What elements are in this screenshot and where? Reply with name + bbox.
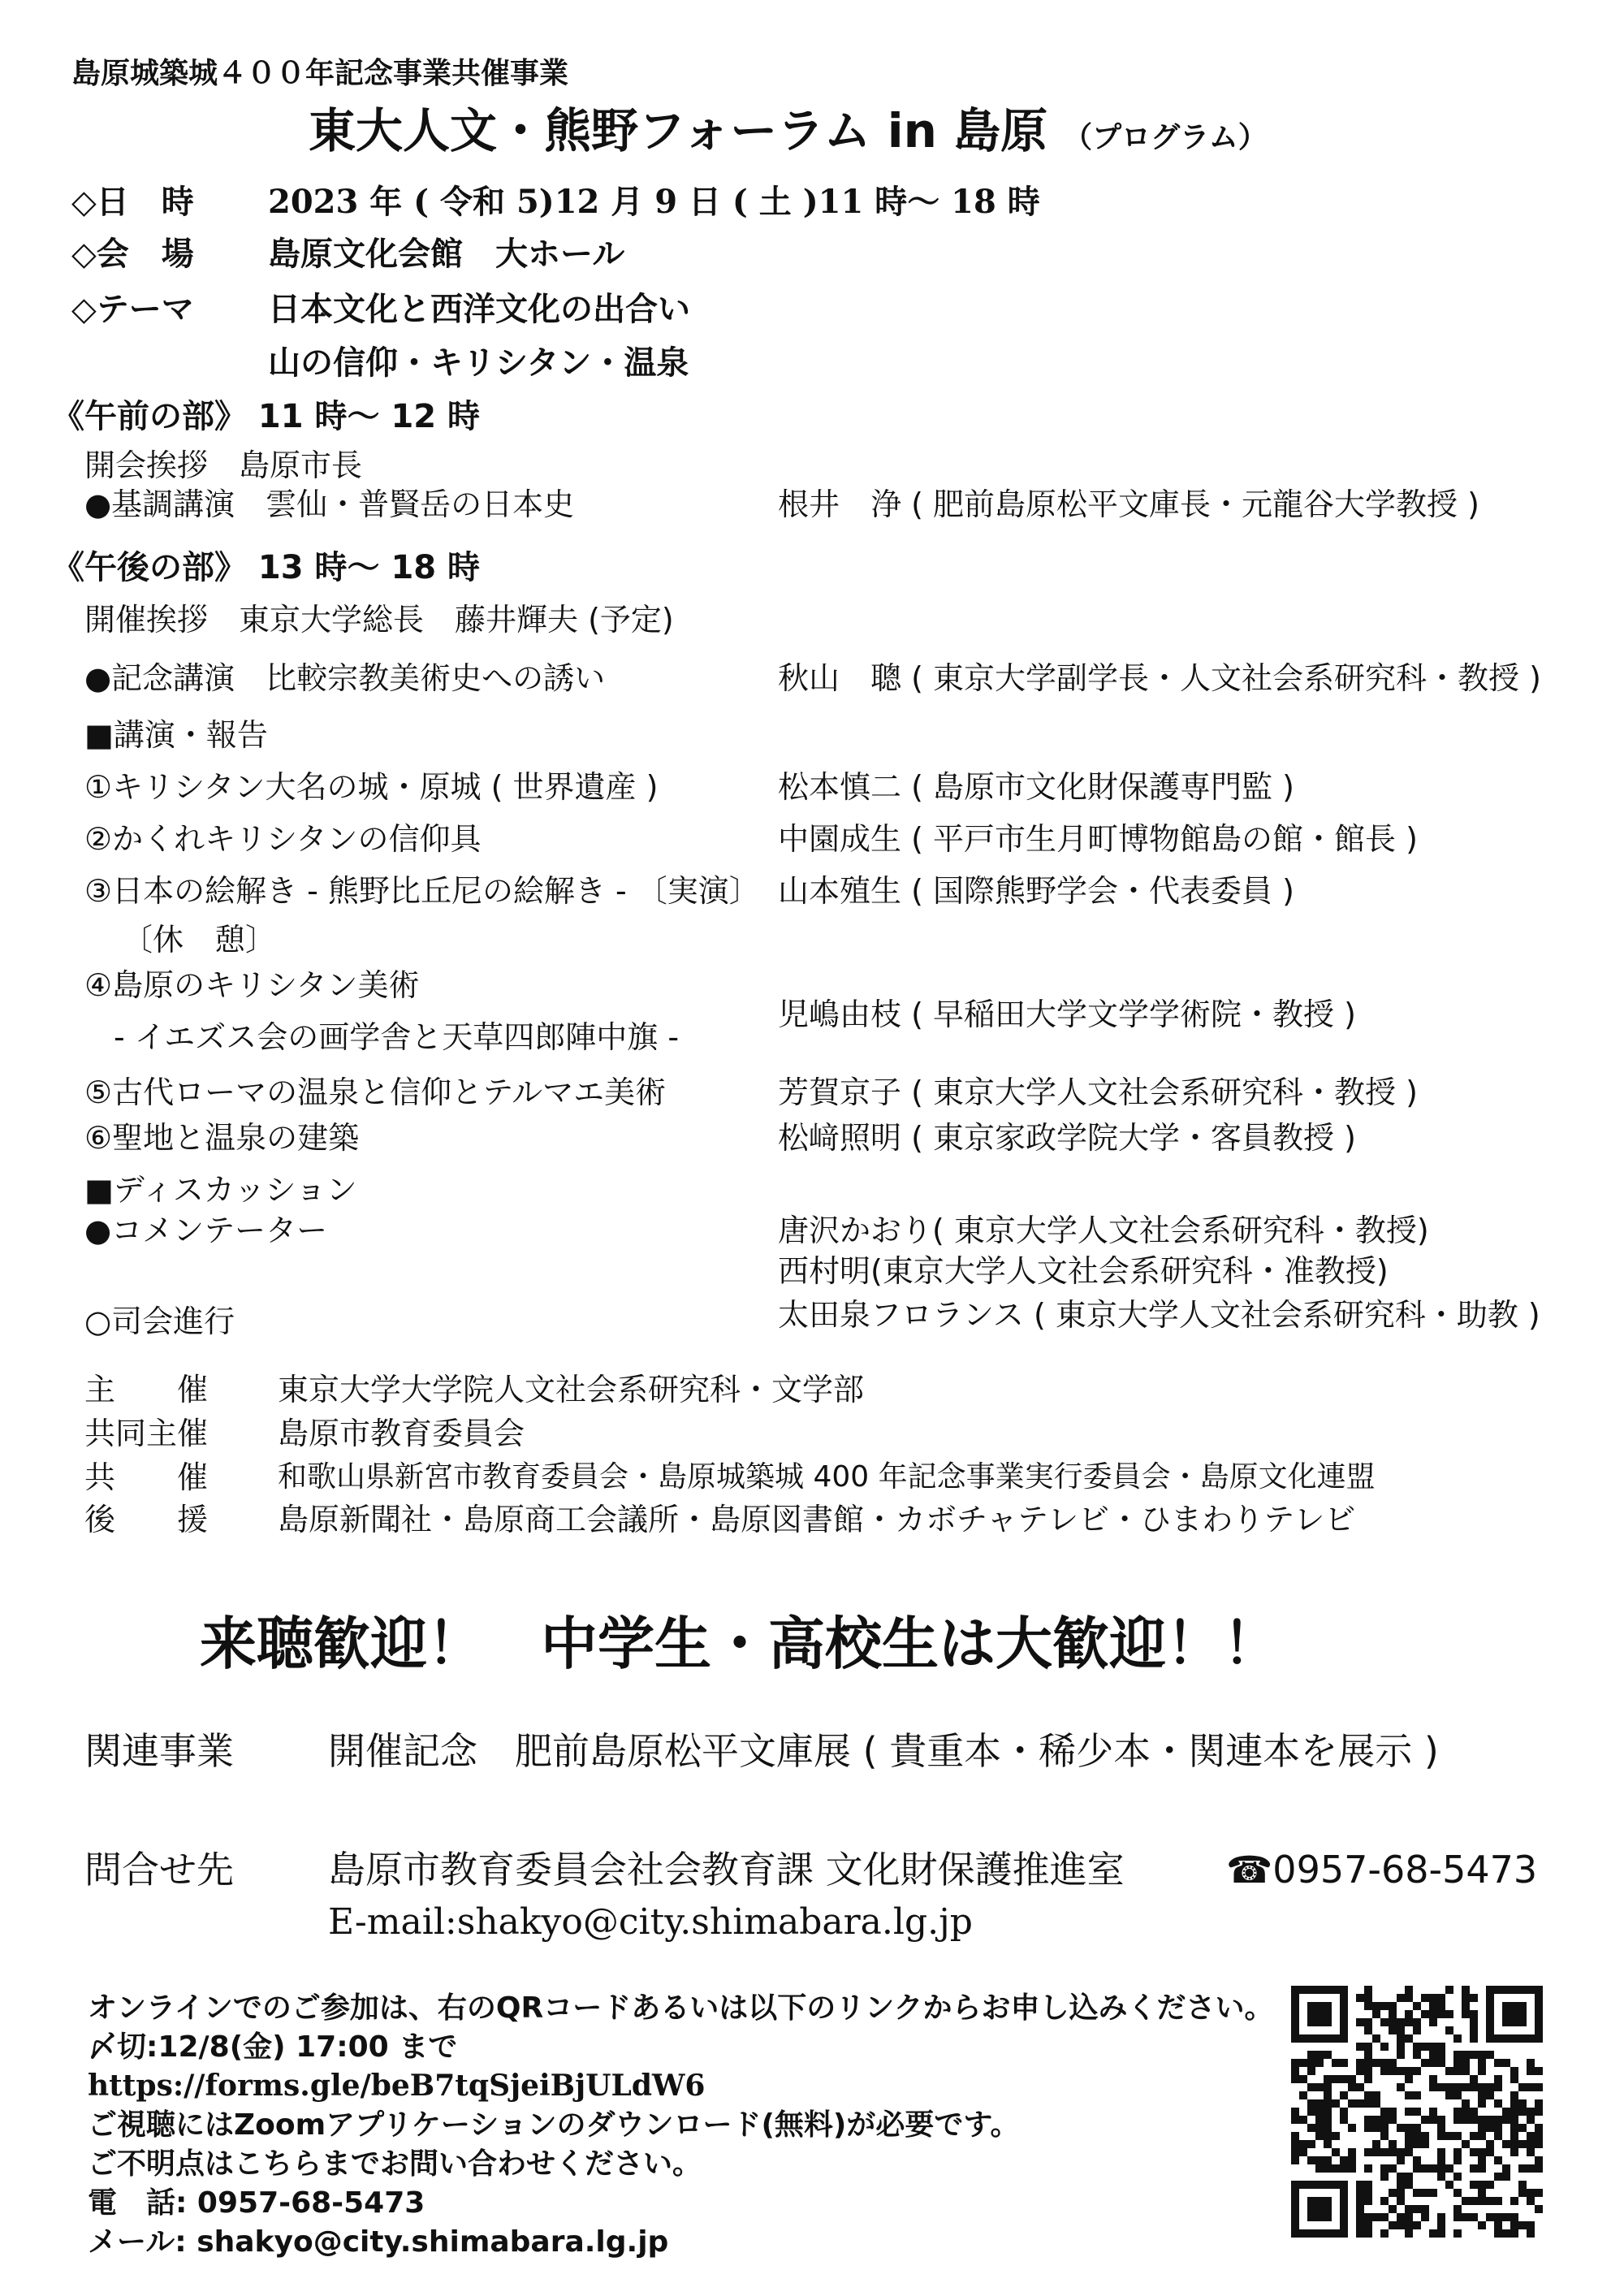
memorial-speaker: 秋山 聰 ( 東京大学副学長・人文社会系研究科・教授 ) xyxy=(778,660,1541,696)
online-deadline: 〆切:12/8(金) 17:00 まで xyxy=(88,2030,458,2064)
talk-1: ①キリシタン大名の城・原城 ( 世界遺産 ) xyxy=(84,769,659,805)
online-mail[interactable]: メール: shakyo@city.shimabara.lg.jp xyxy=(88,2225,669,2259)
moderator-label: ○司会進行 xyxy=(84,1304,235,1339)
title-suffix: （プログラム） xyxy=(1063,121,1268,154)
discussion-heading: ■ディスカッション xyxy=(84,1172,357,1208)
contact-label: 問合せ先 xyxy=(84,1848,234,1892)
talk-6: ⑥聖地と温泉の建築 xyxy=(84,1120,360,1156)
talk-2: ②かくれキリシタンの信仰具 xyxy=(84,821,482,857)
zoom-note: ご視聴にはZoomアプリケーションのダウンロード(無料)が必要です。 xyxy=(88,2108,1020,2142)
commentator-2: 西村明(東京大学人文社会系研究科・准教授) xyxy=(778,1253,1389,1289)
opening-greeting: 開会挨拶 島原市長 xyxy=(84,448,363,483)
qr-code-icon[interactable] xyxy=(1291,1986,1543,2238)
talk-4-subtitle: - イエズス会の画学舎と天草四郎陣中旗 - xyxy=(114,1019,680,1055)
talk-5: ⑤古代ローマの温泉と信仰とテルマエ美術 xyxy=(84,1074,667,1110)
welcome-banner: 来聴歓迎！ 中学生・高校生は大歓迎！！ xyxy=(200,1611,1280,1677)
theme-line-2: 山の信仰・キリシタン・温泉 xyxy=(268,344,689,382)
talk-6-speaker: 松﨑照明 ( 東京家政学院大学・客員教授 ) xyxy=(778,1120,1356,1156)
talk-4-speaker: 児嶋由枝 ( 早稲田大学文学学術院・教授 ) xyxy=(778,997,1356,1032)
talk-3-speaker: 山本殖生 ( 国際熊野学会・代表委員 ) xyxy=(778,873,1294,909)
talk-2-speaker: 中園成生 ( 平戸市生月町博物館島の館・館長 ) xyxy=(778,821,1418,857)
cohost-label: 共同主催 xyxy=(84,1416,209,1451)
support-label: 後 援 xyxy=(84,1502,209,1537)
lectures-heading: ■講演・報告 xyxy=(84,717,268,753)
inquiry-note: ご不明点はこちらまでお問い合わせください。 xyxy=(88,2147,702,2181)
related-label: 関連事業 xyxy=(84,1729,234,1773)
keynote-speaker: 根井 浄 ( 肥前島原松平文庫長・元龍谷大学教授 ) xyxy=(778,486,1479,522)
contact-org: 島原市教育委員会社会教育課 文化財保護推進室 xyxy=(328,1848,1125,1892)
theme-line-1: 日本文化と西洋文化の出合い xyxy=(268,291,690,328)
organizer-line: 島原城築城４００年記念事業共催事業 xyxy=(71,57,569,90)
talk-5-speaker: 芳賀京子 ( 東京大学人文社会系研究科・教授 ) xyxy=(778,1074,1418,1110)
talk-1-speaker: 松本慎二 ( 島原市文化財保護専門監 ) xyxy=(778,769,1294,805)
moderator-name: 太田泉フロランス ( 東京大学人文社会系研究科・助教 ) xyxy=(778,1297,1540,1333)
date-value: 2023 年 ( 令和 5)12 月 9 日 ( 土 )11 時～ 18 時 xyxy=(268,183,1040,221)
commentator-1: 唐沢かおり( 東京大学人文社会系研究科・教授) xyxy=(778,1213,1429,1248)
afternoon-greeting: 開催挨拶 東京大学総長 藤井輝夫 (予定) xyxy=(84,602,674,638)
talk-4: ④島原のキリシタン美術 xyxy=(84,967,420,1003)
support-value: 島原新聞社・島原商工会議所・島原図書館・カボチャテレビ・ひまわりテレビ xyxy=(278,1502,1356,1537)
morning-heading: 《午前の部》 11 時～ 12 時 xyxy=(52,398,481,435)
keynote-lecture: ●基調講演 雲仙・普賢岳の日本史 xyxy=(84,486,575,522)
cohost-value: 島原市教育委員会 xyxy=(278,1416,525,1451)
venue-label: ◇会 場 xyxy=(71,236,194,273)
afternoon-heading: 《午後の部》 13 時～ 18 時 xyxy=(52,549,481,586)
date-label: ◇日 時 xyxy=(71,184,194,221)
theme-label: ◇テーマ xyxy=(71,291,194,328)
host-value: 東京大学大学院人文社会系研究科・文学部 xyxy=(278,1372,865,1407)
online-tel: 電 話: 0957-68-5473 xyxy=(88,2186,425,2220)
break-label: 〔休 憩〕 xyxy=(122,922,277,958)
online-intro: オンラインでのご参加は、右のQRコードあるいは以下のリンクからお申し込みください。 xyxy=(88,1991,1274,2025)
cosponsor-value: 和歌山県新宮市教育委員会・島原城築城 400 年記念事業実行委員会・島原文化連盟 xyxy=(278,1460,1376,1494)
memorial-lecture: ●記念講演 比較宗教美術史への誘い xyxy=(84,660,606,696)
page-title xyxy=(309,104,1268,158)
title-main: 東大人文・熊野フォーラム in 島原 xyxy=(309,103,1048,158)
venue-value: 島原文化会館 大ホール xyxy=(268,236,625,273)
host-label: 主 催 xyxy=(84,1372,209,1407)
contact-email[interactable]: E-mail:shakyo@city.shimabara.lg.jp xyxy=(328,1901,973,1943)
contact-phone[interactable]: ☎0957-68-5473 xyxy=(1226,1848,1538,1892)
cosponsor-label: 共 催 xyxy=(84,1459,209,1495)
related-value: 開催記念 肥前島原松平文庫展 ( 貴重本・稀少本・関連本を展示 ) xyxy=(328,1729,1439,1773)
talk-3: ③日本の絵解き - 熊野比丘尼の絵解き - 〔実演〕 xyxy=(84,873,760,909)
online-url[interactable]: https://forms.gle/beB7tqSjeiBjULdW6 xyxy=(88,2069,706,2103)
commentator-label: ●コメンテーター xyxy=(84,1213,328,1248)
